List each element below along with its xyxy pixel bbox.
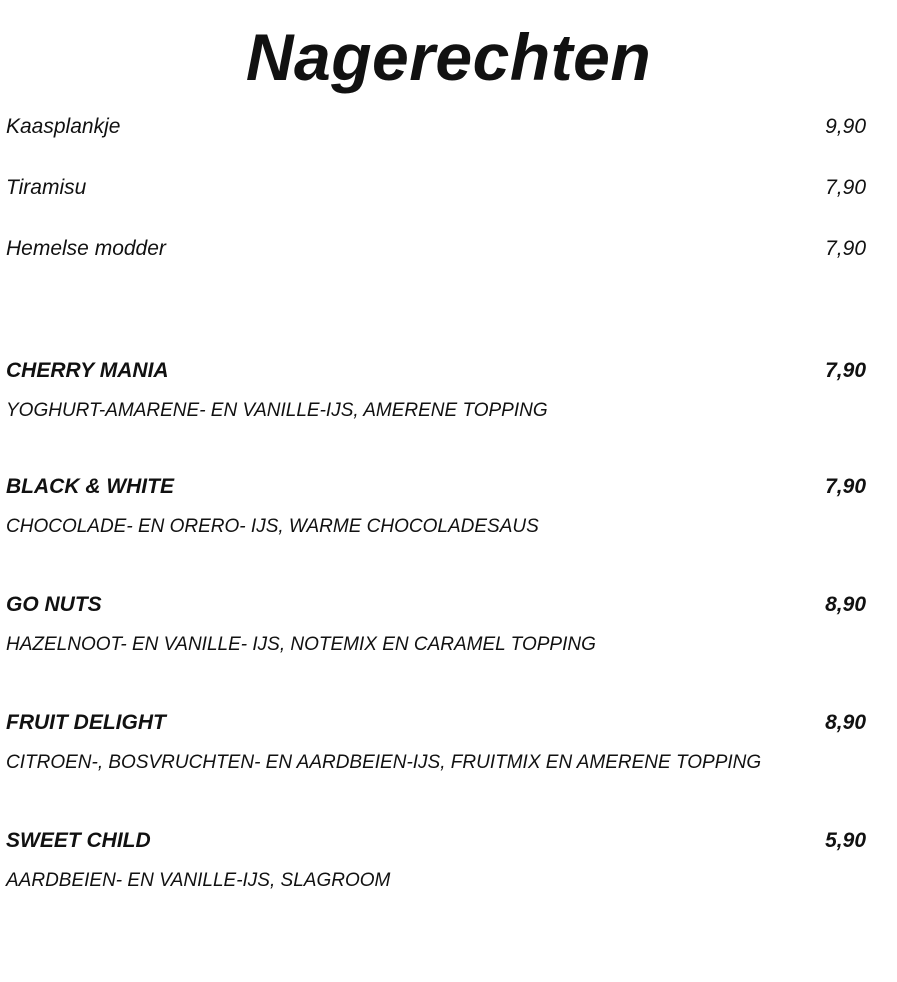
menu-item-description: CHOCOLADE- EN ORERO- IJS, WARME CHOCOLADESAUS: [6, 516, 539, 537]
menu-item-name: GO NUTS: [6, 593, 102, 616]
menu-item-price: 7,90: [825, 475, 866, 498]
page-title: Nagerechten: [245, 20, 652, 94]
menu-item-sweet-child: [6, 826, 866, 856]
menu-item-name: FRUIT DELIGHT: [6, 711, 166, 734]
menu-item-name: BLACK & WHITE: [6, 475, 174, 498]
menu-item-price: 8,90: [825, 593, 866, 616]
menu-item-name: SWEET CHILD: [6, 829, 151, 852]
menu-item-price: 7,90: [825, 359, 866, 382]
menu-item-cherry-mania: [6, 356, 866, 386]
menu-item-fruit-delight: [6, 708, 866, 738]
menu-item-description: HAZELNOOT- EN VANILLE- IJS, NOTEMIX EN CARAMEL TOPPING: [6, 634, 596, 655]
menu-item-hemelse-modder: [6, 234, 866, 264]
menu-item-tiramisu: [6, 173, 866, 203]
menu-item-description: YOGHURT-AMARENE- EN VANILLE-IJS, AMERENE TOPPING: [6, 400, 548, 421]
menu-item-go-nuts: [6, 590, 866, 620]
menu-item-name: CHERRY MANIA: [6, 359, 169, 382]
menu-item-black-white: [6, 472, 866, 502]
menu-item-description: AARDBEIEN- EN VANILLE-IJS, SLAGROOM: [6, 870, 391, 891]
menu-item-kaasplankje: [6, 112, 866, 142]
menu-item-price: 7,90: [825, 176, 866, 199]
menu-item-price: 8,90: [825, 711, 866, 734]
menu-item-name: Hemelse modder: [6, 237, 166, 260]
menu-item-price: 9,90: [825, 115, 866, 138]
menu-item-price: 7,90: [825, 237, 866, 260]
menu-item-name: Tiramisu: [6, 176, 87, 199]
menu-item-name: Kaasplankje: [6, 115, 121, 138]
menu-item-description: CITROEN-, BOSVRUCHTEN- EN AARDBEIEN-IJS, FRUITMIX EN AMERENE TOPPING: [6, 752, 762, 773]
menu-item-price: 5,90: [825, 829, 866, 852]
